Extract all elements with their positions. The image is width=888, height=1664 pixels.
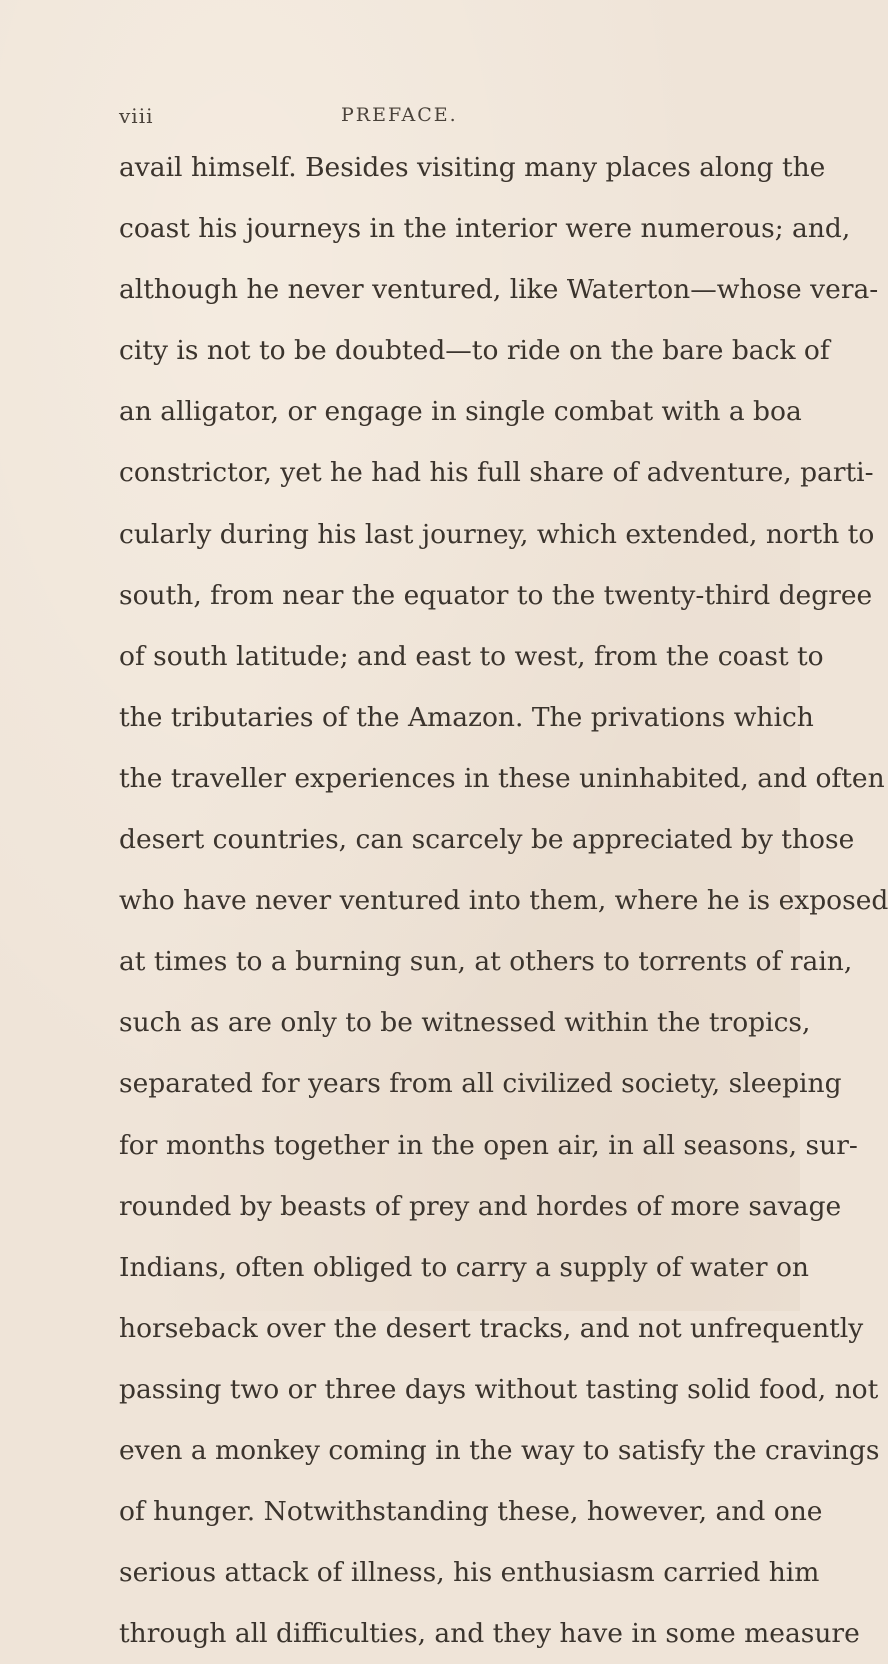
text-line: Indians, often obliged to carry a supply of water on — [119, 1251, 809, 1283]
text-line: coast his journeys in the interior were numerous; and, — [119, 213, 851, 245]
text-line: constrictor, yet he had his full share of adventure, parti- — [119, 457, 874, 489]
text-line: city is not to be doubted—to ride on the bare back of — [119, 335, 830, 367]
body-text — [119, 137, 888, 1664]
text-line: passing two or three days without tasting solid food, not — [119, 1373, 879, 1405]
text-line: of south latitude; and east to west, from the coast to — [119, 640, 824, 672]
text-line: the traveller experiences in these uninhabited, and often — [119, 762, 885, 794]
page-number: viii — [119, 104, 154, 128]
text-line: such as are only to be witnessed within the tropics, — [119, 1007, 811, 1039]
text-line: avail himself. Besides visiting many places along the — [119, 152, 826, 183]
text-line: serious attack of illness, his enthusiasm carried him — [119, 1557, 820, 1589]
text-line: desert countries, can scarcely be appreciated by those — [119, 824, 855, 856]
text-line: cularly during his last journey, which extended, north to — [119, 518, 875, 550]
text-line: separated for years from all civilized society, sleeping — [119, 1068, 842, 1100]
text-line: through all difficulties, and they have in some measure — [119, 1618, 860, 1650]
running-title: PREFACE. — [341, 104, 458, 126]
text-line: south, from near the equator to the twenty-third degree — [119, 579, 873, 611]
text-line: who have never ventured into them, where he is exposed — [119, 885, 888, 917]
running-head — [119, 104, 719, 134]
text-line: rounded by beasts of prey and hordes of more savage — [119, 1190, 842, 1222]
text-line: even a monkey coming in the way to satisfy the cravings — [119, 1434, 880, 1466]
text-line: an alligator, or engage in single combat with a boa — [119, 396, 802, 428]
text-line: for months together in the open air, in all seasons, sur- — [119, 1129, 858, 1161]
text-line: although he never ventured, like Waterton—whose vera- — [119, 274, 879, 306]
text-line: of hunger. Notwithstanding these, however, and one — [119, 1496, 823, 1528]
text-line: the tributaries of the Amazon. The privations which — [119, 701, 814, 733]
text-line: at times to a burning sun, at others to torrents of rain, — [119, 946, 853, 978]
text-line: horseback over the desert tracks, and not unfrequently — [119, 1312, 864, 1344]
